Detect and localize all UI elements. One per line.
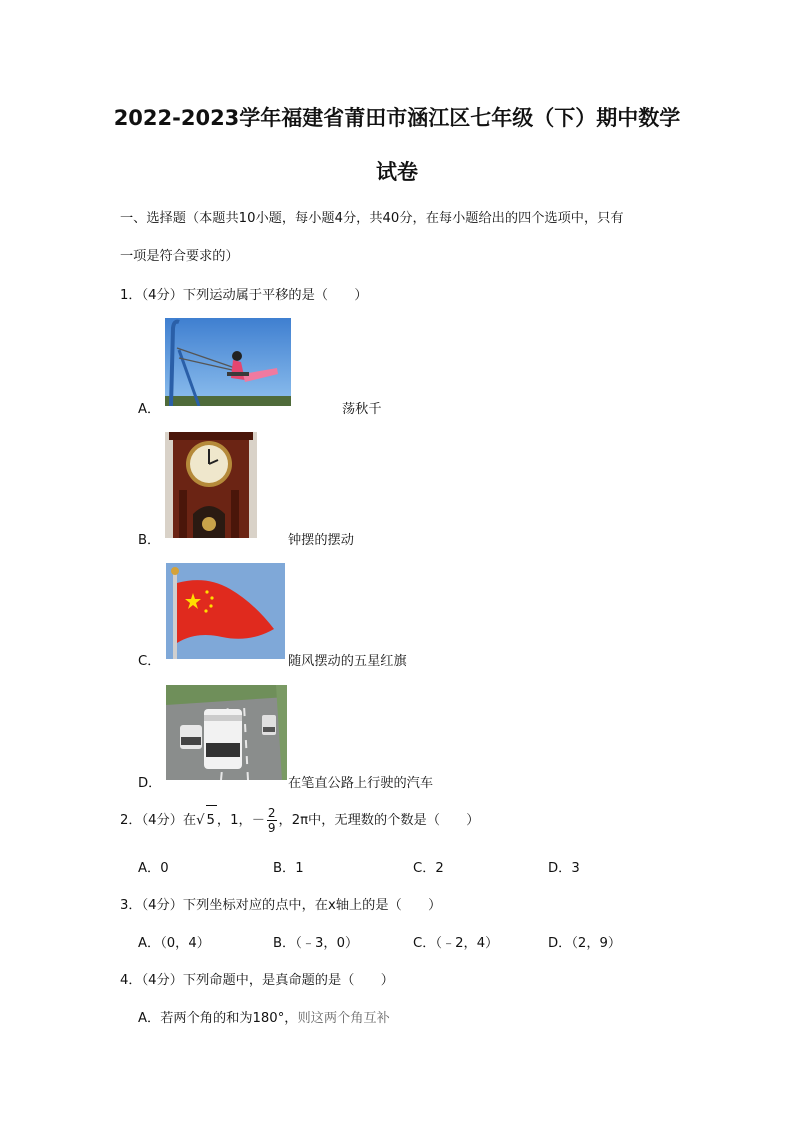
fraction-denominator: 9 xyxy=(267,820,276,835)
section-heading-continued: 一项是符合要求的） xyxy=(120,249,239,264)
q1-option-c-caption: 随风摆动的五星红旗 xyxy=(288,654,407,669)
question-2-stem xyxy=(120,805,479,836)
sqrt-symbol: √ xyxy=(196,813,205,828)
question-4-stem: 4．（4分）下列命题中，是真命题的是（ ） xyxy=(120,973,394,988)
sqrt-radicand: 5 xyxy=(206,805,217,836)
q2-mid: ，1， xyxy=(216,813,252,828)
section-heading: 一、选择题（本题共10小题，每小题4分，共40分，在每小题给出的四个选项中，只有 xyxy=(120,211,624,226)
pendulum-clock-image xyxy=(165,432,257,538)
red-flag-image xyxy=(166,563,285,659)
q2-option-d[interactable]: D．3 xyxy=(548,861,580,876)
q3-option-d[interactable]: D．（2，9） xyxy=(548,936,622,951)
q1-option-b-caption: 钟摆的摆动 xyxy=(288,533,354,548)
q1-option-a-caption: 荡秋千 xyxy=(342,402,382,417)
bus-on-road-image xyxy=(166,685,287,780)
q2-minus: － xyxy=(251,813,265,828)
q4-option-a-main: A．若两个角的和为180°， xyxy=(138,1011,298,1026)
fraction xyxy=(267,806,277,835)
page-title: 2022-2023学年福建省莆田市涵江区七年级（下）期中数学 xyxy=(113,106,681,130)
q2-option-c[interactable]: C．2 xyxy=(413,861,444,876)
q1-option-a-label[interactable]: A． xyxy=(138,402,161,417)
q1-option-d-label[interactable]: D． xyxy=(138,776,162,791)
q2-prefix: 2．（4分）在 xyxy=(120,813,197,828)
q4-option-a-rest: 则这两个角互补 xyxy=(297,1011,390,1026)
q3-option-a[interactable]: A．（0，4） xyxy=(138,936,210,951)
fraction-numerator: 2 xyxy=(267,805,276,820)
question-3-stem: 3．（4分）下列坐标对应的点中，在x轴上的是（ ） xyxy=(120,898,442,913)
q4-option-a[interactable] xyxy=(138,1007,390,1026)
question-1-stem: 1．（4分）下列运动属于平移的是（ ） xyxy=(120,288,368,303)
q3-option-b[interactable]: B．（﹣3，0） xyxy=(273,936,359,951)
page-title-line2: 试卷 xyxy=(376,160,418,184)
q2-option-a[interactable]: A．0 xyxy=(138,861,169,876)
q2-option-b[interactable]: B．1 xyxy=(273,861,304,876)
q3-option-c[interactable]: C．（﹣2，4） xyxy=(413,936,499,951)
q1-option-b-label[interactable]: B． xyxy=(138,533,161,548)
q1-option-d-caption: 在笔直公路上行驶的汽车 xyxy=(288,776,434,791)
swing-image xyxy=(165,318,291,406)
q2-suffix: ，2π中，无理数的个数是（ ） xyxy=(278,813,480,828)
q1-option-c-label[interactable]: C． xyxy=(138,654,161,669)
